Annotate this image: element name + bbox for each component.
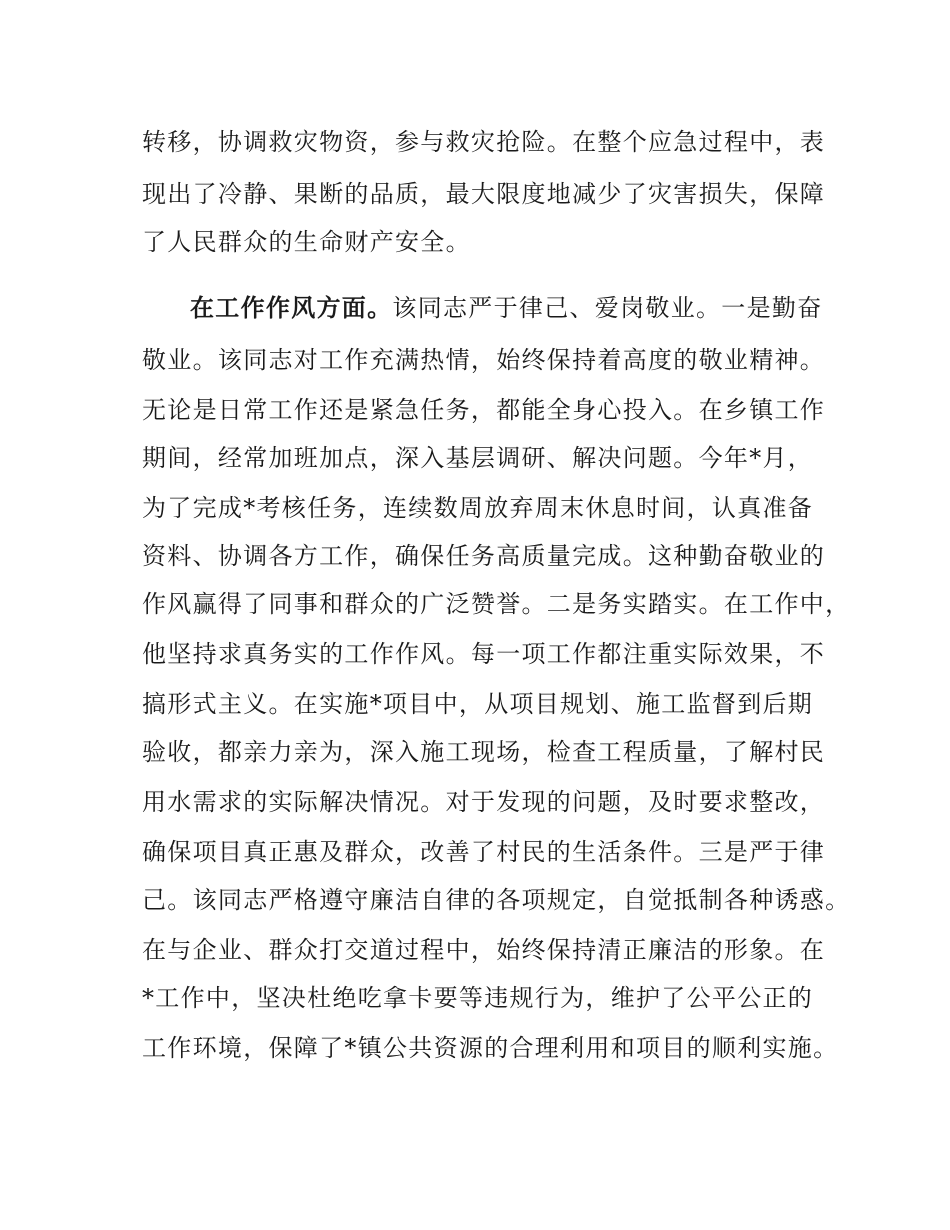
section-heading: 在工作作风方面。 xyxy=(190,294,393,322)
paragraph2-line-11: 用水需求的实际解决情况。对于发现的问题，及时要求整改， xyxy=(142,788,826,816)
paragraph2-line-15: *工作中，坚决杜绝吃拿卡要等违规行为，维护了公平公正的 xyxy=(142,984,814,1012)
paragraph2-line-3: 无论是日常工作还是紧急任务，都能全身心投入。在乡镇工作 xyxy=(142,396,826,424)
paragraph2-line-14: 在与企业、群众打交道过程中，始终保持清正廉洁的形象。在 xyxy=(142,936,826,964)
paragraph2-line-10: 验收，都亲力亲为，深入施工现场，检查工程质量，了解村民 xyxy=(142,738,826,766)
paragraph2-first-line xyxy=(190,288,910,328)
paragraph2-line-8: 他坚持求真务实的工作作风。每一项工作都注重实际效果，不 xyxy=(142,640,826,668)
paragraph2-line-4: 期间，经常加班加点，深入基层调研、解决问题。今年*月， xyxy=(142,444,814,472)
paragraph2-line-13: 己。该同志严格遵守廉洁自律的各项规定，自觉抵制各种诱惑。 xyxy=(142,886,851,914)
paragraph2-line-6: 资料、协调各方工作，确保任务高质量完成。这种勤奋敬业的 xyxy=(142,542,826,570)
paragraph2-line-12: 确保项目真正惠及群众，改善了村民的生活条件。三是严于律 xyxy=(142,838,826,866)
paragraph1-line-2: 现出了冷静、果断的品质，最大限度地减少了灾害损失，保障 xyxy=(142,180,826,208)
paragraph2-line-5: 为了完成*考核任务，连续数周放弃周末休息时间，认真准备 xyxy=(142,494,814,522)
paragraph2-line-9: 搞形式主义。在实施*项目中，从项目规划、施工监督到后期 xyxy=(142,690,814,718)
paragraph1-line-1: 转移，协调救灾物资，参与救灾抢险。在整个应急过程中，表 xyxy=(142,128,826,156)
paragraph2-line-7: 作风赢得了同事和群众的广泛赞誉。二是务实踏实。在工作中， xyxy=(142,590,851,618)
paragraph2-line-16: 工作环境，保障了*镇公共资源的合理利用和项目的顺利实施。 xyxy=(142,1034,839,1062)
paragraph2-line-2: 敬业。该同志对工作充满热情，始终保持着高度的敬业精神。 xyxy=(142,346,826,374)
paragraph1-line-3: 了人民群众的生命财产安全。 xyxy=(142,228,471,256)
paragraph2-first-line-text: 该同志严于律己、爱岗敬业。一是勤奋 xyxy=(392,294,823,322)
